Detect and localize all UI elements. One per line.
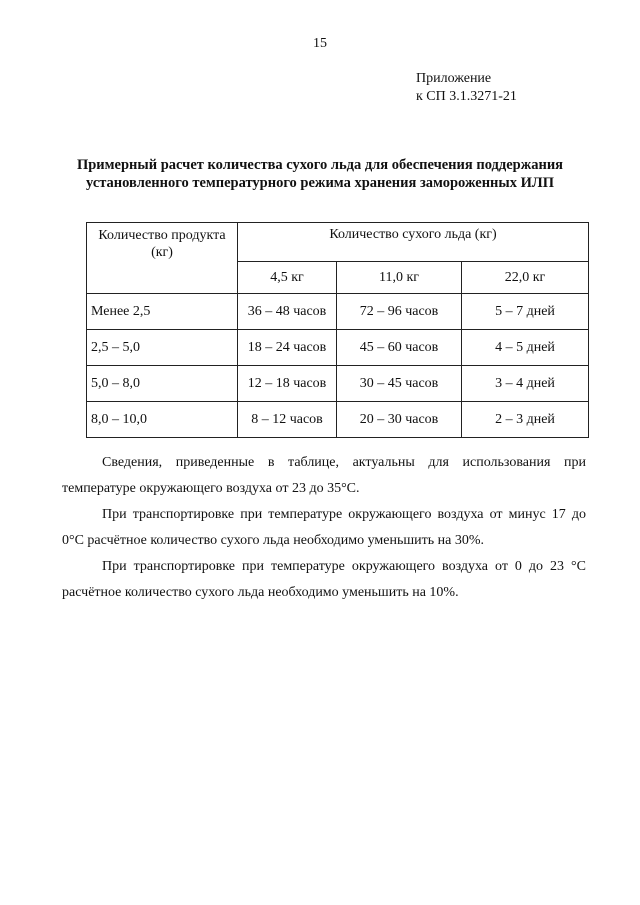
table-cell: 20 – 30 часов <box>337 402 462 438</box>
product-quantity-header: Количество продукта (кг) <box>87 223 238 294</box>
paragraph-temperature-range: Сведения, приведенные в таблице, актуальны для использования при температуре окружающего воздуха от 23 до 35°С. <box>62 455 586 496</box>
row-label: 5,0 – 8,0 <box>87 366 238 402</box>
dry-ice-header: Количество сухого льда (кг) <box>238 223 589 262</box>
table-cell: 3 – 4 дней <box>462 366 589 402</box>
page-number: 15 <box>313 36 327 51</box>
subheader-4-5: 4,5 кг <box>238 262 337 294</box>
appendix-document: к СП 3.1.3271-21 <box>416 89 517 104</box>
row-label: 2,5 – 5,0 <box>87 330 238 366</box>
table-cell: 4 – 5 дней <box>462 330 589 366</box>
paragraph-reduce-10: При транспортировке при температуре окружающего воздуха от 0 до 23 °С расчётное количество сухого льда необходимо уменьшить на 10%. <box>62 559 586 600</box>
appendix-reference <box>416 70 517 106</box>
table-row <box>87 294 589 330</box>
subheader-22-0: 22,0 кг <box>462 262 589 294</box>
table-cell: 5 – 7 дней <box>462 294 589 330</box>
table-cell: 8 – 12 часов <box>238 402 337 438</box>
document-title: Примерный расчет количества сухого льда для обеспечения поддержания установленного температурного режима хранения замороженных ИЛП <box>76 157 564 191</box>
table-cell: 72 – 96 часов <box>337 294 462 330</box>
row-label: Менее 2,5 <box>87 294 238 330</box>
table-header-row <box>87 223 589 262</box>
table-cell: 36 – 48 часов <box>238 294 337 330</box>
table-row <box>87 330 589 366</box>
table-cell: 12 – 18 часов <box>238 366 337 402</box>
table-cell: 45 – 60 часов <box>337 330 462 366</box>
row-label: 8,0 – 10,0 <box>87 402 238 438</box>
paragraph-reduce-30: При транспортировке при температуре окружающего воздуха от минус 17 до 0°С расчётное количество сухого льда необходимо уменьшить на 30%. <box>62 507 586 548</box>
dry-ice-table <box>86 222 589 438</box>
table-cell: 30 – 45 часов <box>337 366 462 402</box>
table-cell: 2 – 3 дней <box>462 402 589 438</box>
table-cell: 18 – 24 часов <box>238 330 337 366</box>
table-row <box>87 366 589 402</box>
appendix-label: Приложение <box>416 71 492 86</box>
subheader-11-0: 11,0 кг <box>337 262 462 294</box>
table-row <box>87 402 589 438</box>
